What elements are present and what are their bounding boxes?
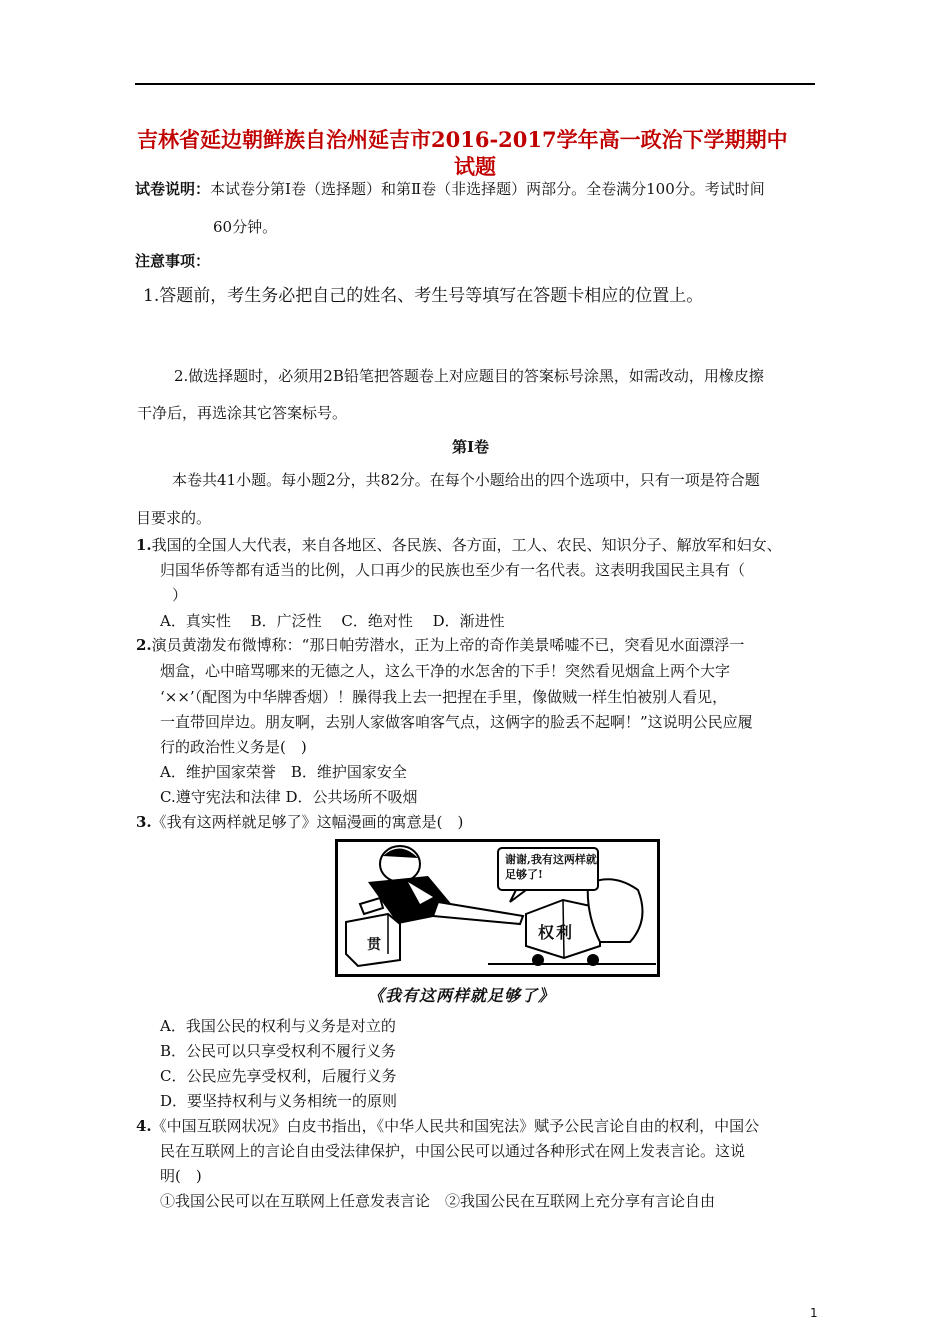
q2-line3: ‘××’（配图为中华牌香烟）！臊得我上去一把捏在手里，像做贼一样生怕被别人看见， — [160, 688, 728, 706]
q2-options-ab: A．维护国家荣誉 B．维护国家安全 — [160, 763, 407, 781]
q2-text-line1: 演员黄渤发布微博称：“那日帕劳潜水，正为上帝的奇作美景唏嘘不已，突看见水面漂浮一 — [151, 636, 745, 654]
q2-line1 — [136, 634, 744, 655]
q4-line4: ①我国公民可以在互联网上任意发表言论 ②我国公民在互联网上充分享有言论自由 — [160, 1192, 716, 1210]
page-title-line1: 吉林省延边朝鲜族自治州延吉市2016-2017学年高一政治下学期期中 — [137, 127, 788, 152]
q2-line2: 烟盒，心中暗骂哪来的无德之人，这么干净的水怎舍的下手！突然看见烟盒上两个大字 — [160, 662, 731, 680]
instructions-label: 试卷说明： — [135, 180, 211, 198]
q1-text-line1: 我国的全国人大代表，来自各地区、各民族、各方面，工人、农民、知识分子、解放军和妇女、 — [151, 536, 782, 554]
instructions-line2: 60分钟。 — [213, 218, 278, 236]
page-number: 1 — [810, 1306, 818, 1320]
q1-options: A．真实性 B．广泛性 C．绝对性 D．渐进性 — [160, 612, 505, 630]
q3-text-line1: 《我有这两样就足够了》这幅漫画的寓意是( ) — [151, 813, 464, 831]
q1-number: 1. — [136, 536, 152, 554]
q3-number: 3. — [136, 813, 152, 831]
note-2-line2: 干净后，再选涂其它答案标号。 — [137, 404, 348, 422]
cartoon-drawing — [338, 842, 657, 974]
q2-line4: 一直带回岸边。朋友啊，去别人家做客咱客气点，这俩字的脸丢不起啊！”这说明公民应履 — [160, 713, 753, 731]
q1-line2: 归国华侨等都有适当的比例，人口再少的民族也至少有一名代表。这表明我国民主具有（ — [160, 561, 746, 579]
cartoon-speech-text: 谢谢,我有这两样就足够了! — [505, 853, 597, 881]
cartoon-image — [335, 839, 660, 977]
cartoon-box-right-label: 权利 — [538, 923, 575, 942]
cartoon-caption: 《我有这两样就足够了》 — [368, 986, 556, 1005]
q3-option-b: B．公民可以只享受权利不履行义务 — [160, 1042, 397, 1060]
q1-line3: ） — [172, 586, 188, 604]
q1-line1 — [136, 534, 782, 555]
note-2-line1: 2.做选择题时，必须用2B铅笔把答题卷上对应题目的答案标号涂黑，如需改动，用橡皮擦 — [174, 367, 764, 385]
q3-line1 — [136, 811, 463, 832]
header-rule — [135, 83, 815, 85]
q2-options-cd: C.遵守宪法和法律 D．公共场所不吸烟 — [160, 788, 418, 806]
q4-line1 — [136, 1115, 759, 1136]
q3-option-a: A．我国公民的权利与义务是对立的 — [160, 1017, 396, 1035]
page-title-line2: 试题 — [454, 154, 496, 179]
q2-line5: 行的政治性义务是( ) — [160, 738, 307, 756]
note-1: 1.答题前，考生务必把自己的姓名、考生号等填写在答题卡相应的位置上。 — [143, 286, 704, 306]
q4-text-line1: 《中国互联网状况》白皮书指出，《中华人民共和国宪法》赋予公民言论自由的权利，中国公 — [151, 1117, 760, 1135]
notes-label: 注意事项： — [135, 252, 211, 270]
instructions-text: 本试卷分第Ⅰ卷（选择题）和第Ⅱ卷（非选择题）两部分。全卷满分100分。考试时间 — [210, 180, 765, 198]
section-heading: 第Ⅰ卷 — [452, 438, 490, 456]
section-intro-line1: 本卷共41小题。每小题2分，共82分。在每个小题给出的四个选项中，只有一项是符合题 — [172, 471, 760, 489]
q3-option-c: C．公民应先享受权利，后履行义务 — [160, 1067, 397, 1085]
cartoon-box-left-label: 贯 — [367, 937, 381, 953]
instructions-line1 — [135, 178, 765, 199]
q4-number: 4. — [136, 1117, 152, 1135]
q4-line3: 明( ) — [160, 1167, 202, 1185]
section-intro-line2: 目要求的。 — [136, 509, 212, 527]
q2-number: 2. — [136, 636, 152, 654]
q3-option-d: D．要坚持权利与义务相统一的原则 — [160, 1092, 398, 1110]
q4-line2: 民在互联网上的言论自由受法律保护，中国公民可以通过各种形式在网上发表言论。这说 — [160, 1142, 746, 1160]
